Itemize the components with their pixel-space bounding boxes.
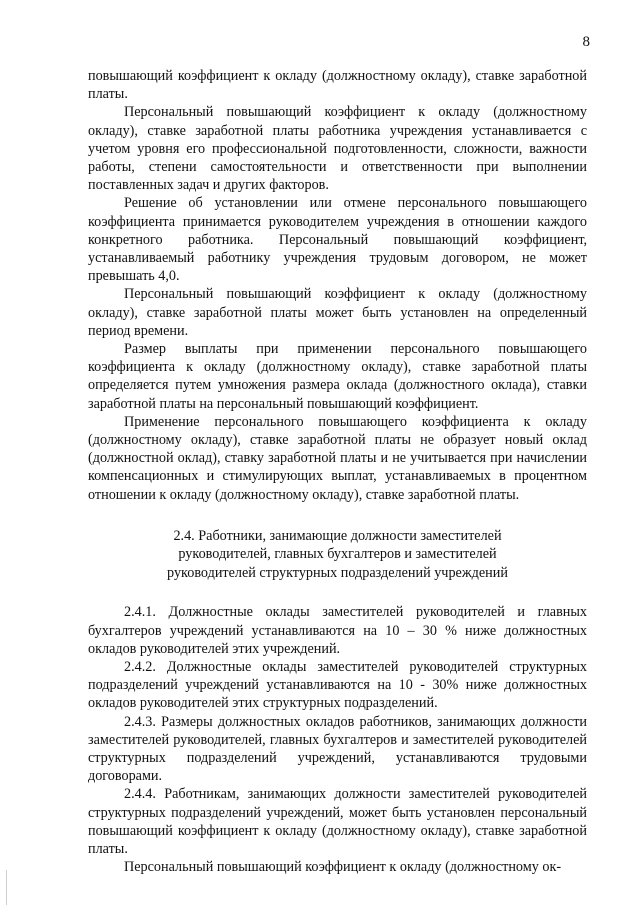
paragraph: Применение персонального повышающего коэффициента к окладу (должностному окладу), ставке заработной платы не образует новый оклад (должностной оклад), ставку заработной платы и не учитывается при начислении компенсационных и стимулирующих выплат, устанавливаемых в процентном отношении к окладу (должностному окладу), ставке заработной платы.: [88, 413, 587, 503]
paragraph: 2.4.1. Должностные оклады заместителей руководителей и главных бухгалтеров учреждений устанавливаются на 10 – 30 % ниже должностных окладов руководителей этих учреждений.: [88, 604, 587, 657]
paragraph: 2.4.3. Размеры должностных окладов работников, занимающих должности заместителей руководителей, главных бухгалтеров и заместителей руководителей структурных подразделений учреждений, устанавливаются трудовыми договорами.: [88, 713, 587, 785]
section-heading-line: руководителей структурных подразделений учреждений: [167, 564, 508, 581]
paragraph: Персональный повышающий коэффициент к окладу (должностному окладу), ставке заработной платы может быть установлен на определенный период времени.: [88, 286, 587, 339]
paragraph: 2.4.2. Должностные оклады заместителей руководителей структурных подразделений учреждений устанавливаются на 10 - 30% ниже должностных окладов руководителей этих структурных подразделений.: [88, 658, 587, 712]
page-number: 8: [582, 34, 590, 50]
document-body: [88, 67, 587, 876]
paragraph-continuation: повышающий коэффициент к окладу (должностному окладу), ставке заработной платы.: [88, 68, 587, 103]
section-heading-line: руководителей, главных бухгалтеров и заместителей: [178, 546, 497, 563]
paragraph: Решение об установлении или отмене персонального повышающего коэффициента принимается руководителем учреждения в отношении каждого конкретного работника. Персональный повышающий коэффициент, устанавливаемый работнику учреждения трудовым договором, не может превышать 4,0.: [88, 195, 587, 285]
section-heading: [88, 527, 587, 583]
scan-edge-mark: [6, 870, 7, 905]
paragraph: Персональный повышающий коэффициент к окладу (должностному окладу), ставке заработной платы работника учреждения устанавливается с учетом уровня его профессиональной подготовленности, сложности, важности работы, степени самостоятельности и ответственности при выполнении поставленных задач и других факторов.: [88, 104, 587, 194]
section-spacer: [88, 504, 587, 508]
paragraph-truncated: Персональный повышающий коэффициент к окладу (должностному ок-: [124, 859, 562, 876]
paragraph: 2.4.4. Работникам, занимающих должности заместителей руководителей структурных подразделений учреждений, может быть установлен персональный повышающий коэффициент к окладу (должностному окладу), ставке заработной платы.: [88, 786, 587, 858]
section-heading-line: 2.4. Работники, занимающие должности заместителей: [173, 527, 502, 544]
paragraph: Размер выплаты при применении персонального повышающего коэффициента к окладу (должностному окладу), ставке заработной платы определяется путем умножения размера оклада (должностного оклада), ставки заработной платы на персональный повышающий коэффициент.: [88, 341, 587, 412]
